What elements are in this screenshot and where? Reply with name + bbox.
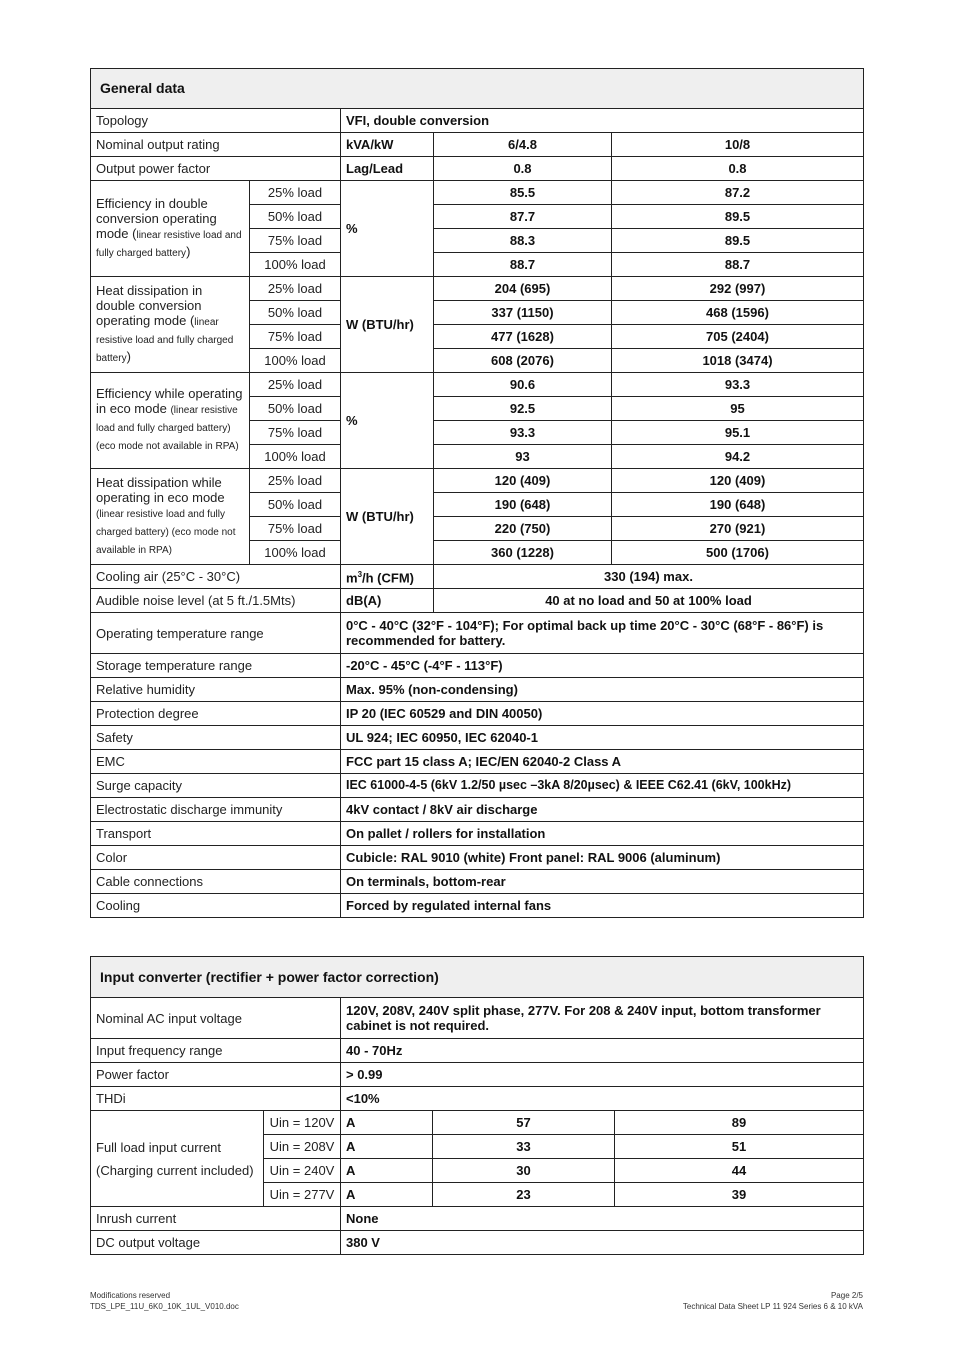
eff-dc-10kva: 88.7 bbox=[612, 253, 864, 277]
heat-dc-6kva: 608 (2076) bbox=[434, 349, 612, 373]
pf-unit: Lag/Lead bbox=[341, 157, 434, 181]
input-pf-label: Power factor bbox=[91, 1063, 341, 1087]
full-load-unit: A bbox=[341, 1159, 433, 1183]
topology-value: VFI, double conversion bbox=[341, 109, 864, 133]
heat-eco-10kva: 500 (1706) bbox=[612, 541, 864, 565]
heat-eco-load: 25% load bbox=[250, 469, 341, 493]
full-load-10kva: 44 bbox=[615, 1159, 864, 1183]
eff-dc-10kva: 87.2 bbox=[612, 181, 864, 205]
safety-label: Safety bbox=[91, 726, 341, 750]
input-voltage-value: 120V, 208V, 240V split phase, 277V. For 208 & 240V input, bottom transformer cabinet is not required. bbox=[341, 998, 864, 1039]
noise-label: Audible noise level (at 5 ft./1.5Mts) bbox=[91, 589, 341, 613]
table-row bbox=[91, 109, 864, 133]
heat-eco-10kva: 190 (648) bbox=[612, 493, 864, 517]
emc-value: FCC part 15 class A; IEC/EN 62040-2 Class A bbox=[341, 750, 864, 774]
heat-dc-load: 100% load bbox=[250, 349, 341, 373]
input-frequency-label: Input frequency range bbox=[91, 1039, 341, 1063]
topology-label: Topology bbox=[91, 109, 341, 133]
noise-unit: dB(A) bbox=[341, 589, 434, 613]
uin-label: Uin = 240V bbox=[264, 1159, 341, 1183]
eff-dc-load: 100% load bbox=[250, 253, 341, 277]
humidity-label: Relative humidity bbox=[91, 678, 341, 702]
dc-output-label: DC output voltage bbox=[91, 1231, 341, 1255]
table-row bbox=[91, 1087, 864, 1111]
rating-10kva: 10/8 bbox=[612, 133, 864, 157]
cooling-value: Forced by regulated internal fans bbox=[341, 894, 864, 918]
heat-eco-load: 75% load bbox=[250, 517, 341, 541]
full-load-label: Full load input current (Charging current included) bbox=[91, 1111, 264, 1207]
eff-eco-unit: % bbox=[341, 373, 434, 469]
eff-dc-10kva: 89.5 bbox=[612, 229, 864, 253]
inrush-label: Inrush current bbox=[91, 1207, 341, 1231]
cable-value: On terminals, bottom-rear bbox=[341, 870, 864, 894]
eff-dc-6kva: 88.3 bbox=[434, 229, 612, 253]
eff-eco-10kva: 95.1 bbox=[612, 421, 864, 445]
cooling-label: Cooling bbox=[91, 894, 341, 918]
footer-page-number: Page 2/5 bbox=[830, 1291, 863, 1300]
cooling-air-value: 330 (194) max. bbox=[434, 565, 864, 589]
full-load-6kva: 30 bbox=[433, 1159, 615, 1183]
uin-label: Uin = 277V bbox=[264, 1183, 341, 1207]
table-row bbox=[91, 133, 864, 157]
heat-eco-6kva: 360 (1228) bbox=[434, 541, 612, 565]
full-load-unit: A bbox=[341, 1183, 433, 1207]
table-row bbox=[91, 870, 864, 894]
surge-value: IEC 61000-4-5 (6kV 1.2/50 µsec –3kA 8/20µsec) & IEEE C62.41 (6kV, 100kHz) bbox=[341, 774, 864, 798]
heat-eco-6kva: 190 (648) bbox=[434, 493, 612, 517]
pf-6kva: 0.8 bbox=[434, 157, 612, 181]
heat-dc-6kva: 337 (1150) bbox=[434, 301, 612, 325]
thdi-value: <10% bbox=[341, 1087, 864, 1111]
footer-doc-title: Technical Data Sheet LP 11 924 Series 6 & 10 kVA bbox=[682, 1302, 863, 1311]
table-row bbox=[91, 589, 864, 613]
table-row bbox=[91, 998, 864, 1039]
cooling-air-label: Cooling air (25°C - 30°C) bbox=[91, 565, 341, 589]
cooling-air-unit: $m^3/h$ (CFM) bbox=[341, 565, 434, 589]
dc-output-value: 380 V bbox=[341, 1231, 864, 1255]
input-voltage-label: Nominal AC input voltage bbox=[91, 998, 341, 1039]
eff-dc-load: 75% load bbox=[250, 229, 341, 253]
pf-10kva: 0.8 bbox=[612, 157, 864, 181]
full-load-10kva: 51 bbox=[615, 1135, 864, 1159]
table-row bbox=[91, 469, 864, 493]
transport-label: Transport bbox=[91, 822, 341, 846]
eff-dc-6kva: 85.5 bbox=[434, 181, 612, 205]
protection-value: IP 20 (IEC 60529 and DIN 40050) bbox=[341, 702, 864, 726]
eff-eco-load: 50% load bbox=[250, 397, 341, 421]
heat-dc-10kva: 1018 (3474) bbox=[612, 349, 864, 373]
full-load-6kva: 33 bbox=[433, 1135, 615, 1159]
table-row bbox=[91, 277, 864, 301]
heat-dc-label: Heat dissipation in double conversion operating mode (linear resistive load and fully charged battery) bbox=[91, 277, 250, 373]
full-load-unit: A bbox=[341, 1111, 433, 1135]
eff-eco-10kva: 95 bbox=[612, 397, 864, 421]
pf-label: Output power factor bbox=[91, 157, 341, 181]
full-load-unit: A bbox=[341, 1135, 433, 1159]
eff-dc-6kva: 87.7 bbox=[434, 205, 612, 229]
general-data-table bbox=[90, 68, 864, 918]
eff-dc-label: Efficiency in double conversion operating mode (linear resistive load and fully charged battery) bbox=[91, 181, 250, 277]
uin-label: Uin = 208V bbox=[264, 1135, 341, 1159]
table-row bbox=[91, 1207, 864, 1231]
eff-dc-6kva: 88.7 bbox=[434, 253, 612, 277]
footer-left bbox=[90, 1290, 239, 1312]
uin-label: Uin = 120V bbox=[264, 1111, 341, 1135]
eff-eco-6kva: 90.6 bbox=[434, 373, 612, 397]
general-header-row bbox=[91, 69, 864, 109]
table-row bbox=[91, 157, 864, 181]
input-header-row bbox=[91, 957, 864, 998]
table-row bbox=[91, 774, 864, 798]
heat-dc-10kva: 292 (997) bbox=[612, 277, 864, 301]
table-row bbox=[91, 750, 864, 774]
heat-dc-unit: W (BTU/hr) bbox=[341, 277, 434, 373]
rating-unit: kVA/kW bbox=[341, 133, 434, 157]
table-row bbox=[91, 678, 864, 702]
heat-eco-label: Heat dissipation while operating in eco mode (linear resistive load and fully charged battery) (eco mode not available in RPA) bbox=[91, 469, 250, 565]
heat-eco-10kva: 120 (409) bbox=[612, 469, 864, 493]
inrush-value: None bbox=[341, 1207, 864, 1231]
table-row bbox=[91, 1039, 864, 1063]
eff-eco-6kva: 93 bbox=[434, 445, 612, 469]
heat-dc-10kva: 705 (2404) bbox=[612, 325, 864, 349]
heat-eco-unit: W (BTU/hr) bbox=[341, 469, 434, 565]
eff-eco-10kva: 94.2 bbox=[612, 445, 864, 469]
eff-dc-load: 50% load bbox=[250, 205, 341, 229]
eff-eco-label: Efficiency while operating in eco mode (linear resistive load and fully charged battery) (eco mode not available in RPA) bbox=[91, 373, 250, 469]
heat-eco-load: 50% load bbox=[250, 493, 341, 517]
table-row bbox=[91, 565, 864, 589]
heat-dc-10kva: 468 (1596) bbox=[612, 301, 864, 325]
full-load-6kva: 23 bbox=[433, 1183, 615, 1207]
heat-eco-6kva: 120 (409) bbox=[434, 469, 612, 493]
heat-dc-6kva: 477 (1628) bbox=[434, 325, 612, 349]
eff-eco-load: 25% load bbox=[250, 373, 341, 397]
full-load-10kva: 39 bbox=[615, 1183, 864, 1207]
esd-value: 4kV contact / 8kV air discharge bbox=[341, 798, 864, 822]
storage-temp-label: Storage temperature range bbox=[91, 654, 341, 678]
color-label: Color bbox=[91, 846, 341, 870]
full-load-10kva: 89 bbox=[615, 1111, 864, 1135]
table-row bbox=[91, 181, 864, 205]
full-load-6kva: 57 bbox=[433, 1111, 615, 1135]
heat-eco-load: 100% load bbox=[250, 541, 341, 565]
safety-value: UL 924; IEC 60950, IEC 62040-1 bbox=[341, 726, 864, 750]
protection-label: Protection degree bbox=[91, 702, 341, 726]
color-value: Cubicle: RAL 9010 (white) Front panel: RAL 9006 (aluminum) bbox=[341, 846, 864, 870]
heat-dc-load: 50% load bbox=[250, 301, 341, 325]
table-row bbox=[91, 613, 864, 654]
table-row bbox=[91, 654, 864, 678]
table-row bbox=[91, 1063, 864, 1087]
storage-temp-value: -20°C - 45°C (-4°F - 113°F) bbox=[341, 654, 864, 678]
eff-eco-load: 100% load bbox=[250, 445, 341, 469]
table-row bbox=[91, 894, 864, 918]
table-row bbox=[91, 702, 864, 726]
footer-modifications: Modifications reserved bbox=[90, 1291, 171, 1300]
table-row bbox=[91, 373, 864, 397]
input-pf-value: > 0.99 bbox=[341, 1063, 864, 1087]
footer-doc-id: TDS_LPE_11U_6K0_10K_1UL_V010.doc bbox=[90, 1302, 239, 1311]
input-converter-table bbox=[90, 956, 864, 1255]
noise-value: 40 at no load and 50 at 100% load bbox=[434, 589, 864, 613]
eff-eco-6kva: 92.5 bbox=[434, 397, 612, 421]
esd-label: Electrostatic discharge immunity bbox=[91, 798, 341, 822]
table-row bbox=[91, 846, 864, 870]
table-row bbox=[91, 798, 864, 822]
cable-label: Cable connections bbox=[91, 870, 341, 894]
rating-label: Nominal output rating bbox=[91, 133, 341, 157]
humidity-value: Max. 95% (non-condensing) bbox=[341, 678, 864, 702]
general-title: General data bbox=[91, 69, 864, 109]
input-frequency-value: 40 - 70Hz bbox=[341, 1039, 864, 1063]
heat-eco-10kva: 270 (921) bbox=[612, 517, 864, 541]
rating-6kva: 6/4.8 bbox=[434, 133, 612, 157]
eff-dc-load: 25% load bbox=[250, 181, 341, 205]
heat-eco-6kva: 220 (750) bbox=[434, 517, 612, 541]
table-row bbox=[91, 822, 864, 846]
eff-dc-unit: % bbox=[341, 181, 434, 277]
surge-label: Surge capacity bbox=[91, 774, 341, 798]
op-temp-value: 0°C - 40°C (32°F - 104°F); For optimal back up time 20°C - 30°C (68°F - 86°F) is recommended for battery. bbox=[341, 613, 864, 654]
table-row bbox=[91, 1111, 864, 1135]
input-title: Input converter (rectifier + power factor correction) bbox=[91, 957, 864, 998]
table-row bbox=[91, 726, 864, 750]
eff-eco-10kva: 93.3 bbox=[612, 373, 864, 397]
heat-dc-6kva: 204 (695) bbox=[434, 277, 612, 301]
eff-eco-6kva: 93.3 bbox=[434, 421, 612, 445]
table-row bbox=[91, 1231, 864, 1255]
thdi-label: THDi bbox=[91, 1087, 341, 1111]
op-temp-label: Operating temperature range bbox=[91, 613, 341, 654]
heat-dc-load: 75% load bbox=[250, 325, 341, 349]
transport-value: On pallet / rollers for installation bbox=[341, 822, 864, 846]
footer-right bbox=[683, 1290, 863, 1312]
emc-label: EMC bbox=[91, 750, 341, 774]
heat-dc-load: 25% load bbox=[250, 277, 341, 301]
eff-eco-load: 75% load bbox=[250, 421, 341, 445]
eff-dc-10kva: 89.5 bbox=[612, 205, 864, 229]
